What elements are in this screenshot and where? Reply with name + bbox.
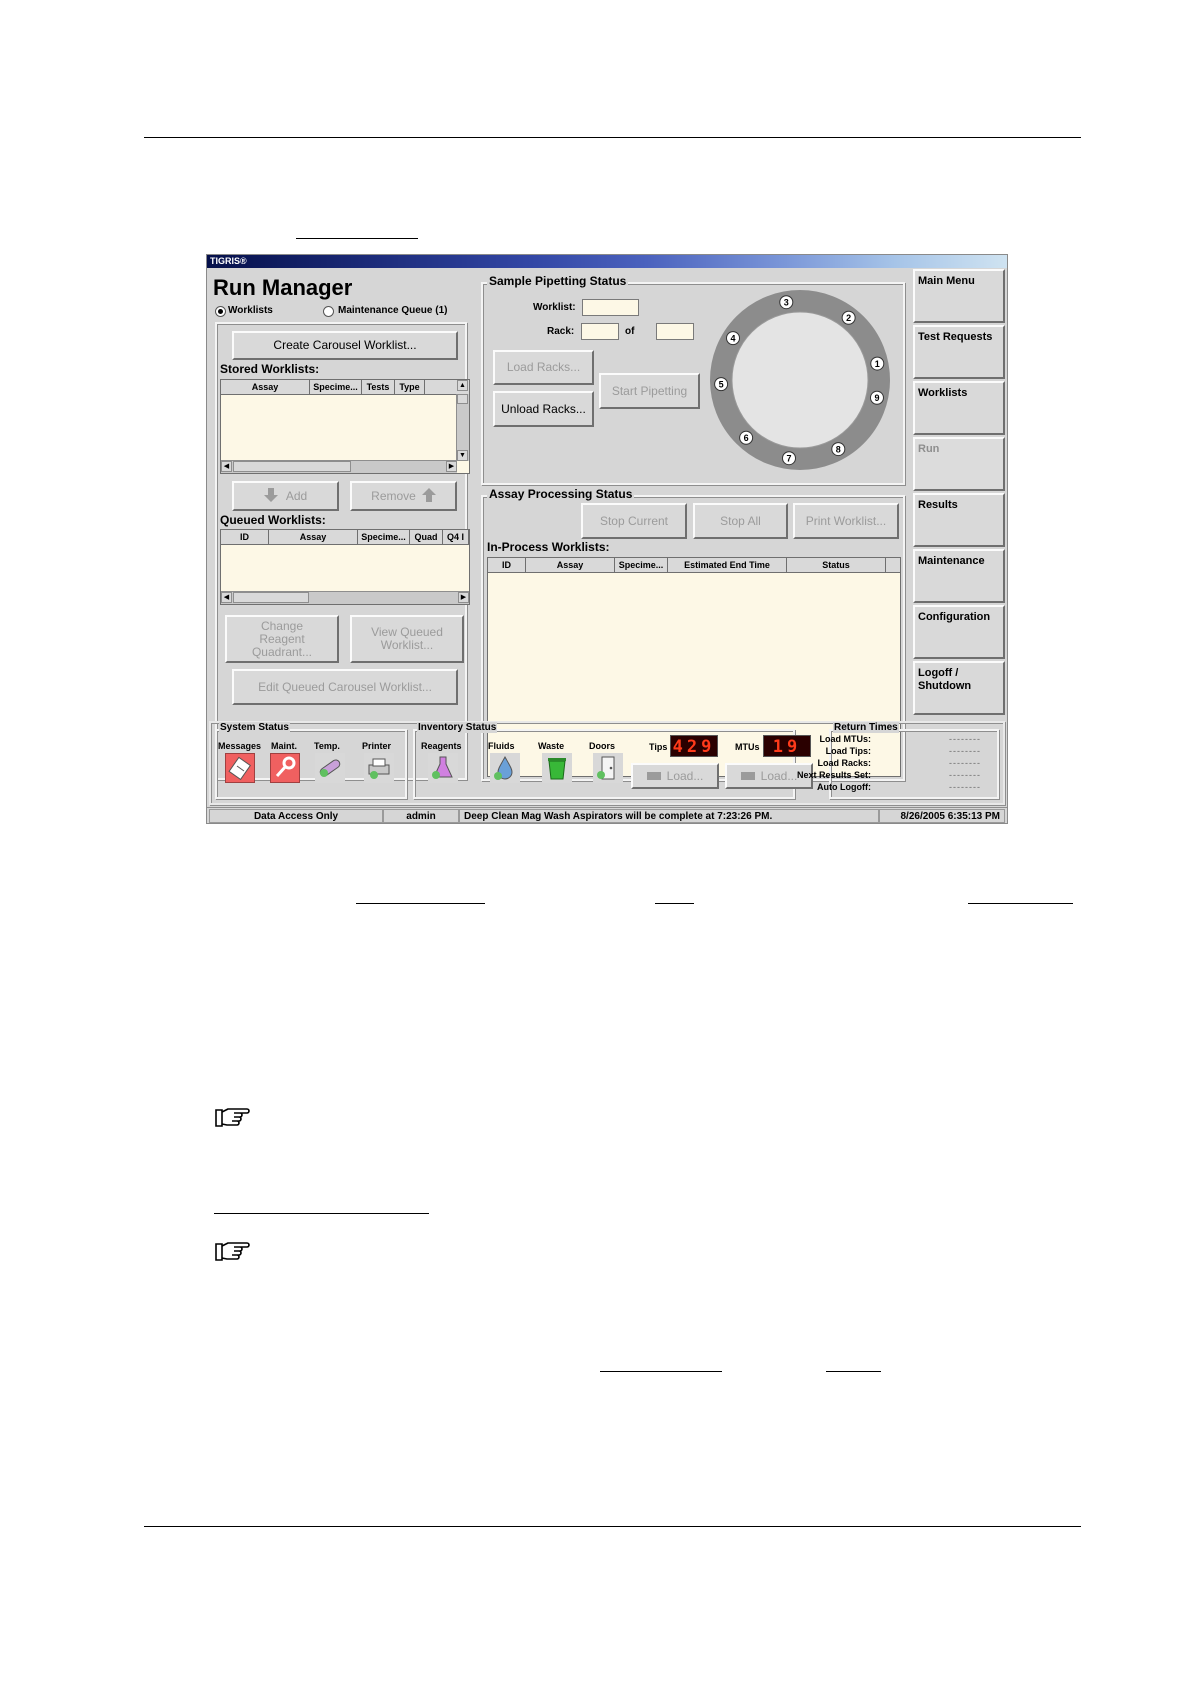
auto-logoff-label: Auto Logoff: [817,782,871,792]
carousel-inner [732,312,868,448]
col-tests[interactable]: Tests [362,380,395,394]
col-q4[interactable]: Q4 I [443,530,469,544]
stored-worklists-grid[interactable] [220,379,470,474]
load-tips-button[interactable] [631,763,719,789]
carousel-position-label: 9 [874,392,880,403]
doors-label: Doors [589,741,616,751]
col-estimated-end-time[interactable]: Estimated End Time [668,558,787,572]
col-status[interactable]: Status [787,558,886,572]
underline-1 [296,238,418,239]
col-assay[interactable]: Assay [526,558,615,572]
queued-header [221,530,469,545]
waste-bin-icon[interactable] [542,753,572,783]
nav-worklists[interactable]: Worklists [913,381,1005,435]
title-bar [207,255,1007,268]
page-title: Run Manager [213,275,353,300]
stored-horizontal-scrollbar[interactable] [221,460,457,473]
assay-processing-title: Assay Processing Status [489,487,633,501]
mtus-box-icon [741,772,755,780]
col-assay[interactable]: Assay [221,380,310,394]
fluids-label: Fluids [488,741,515,751]
underline-2 [356,903,485,904]
tips-counter: 429 [670,735,718,757]
remove-button[interactable] [350,481,457,511]
next-results-return-value: -------- [949,770,981,780]
col-assay[interactable]: Assay [269,530,358,544]
underline-7 [826,1371,881,1372]
sample-pipetting-title: Sample Pipetting Status [489,274,627,288]
current-user: admin [383,809,459,823]
stored-header [221,380,469,395]
maintenance-wrench-icon[interactable] [270,753,300,783]
col-id[interactable]: ID [221,530,269,544]
edit-queued-carousel-worklist-button[interactable]: Edit Queued Carousel Worklist... [232,669,458,705]
scroll-up-icon[interactable]: ▲ [457,380,468,391]
queued-worklists-grid[interactable] [220,529,470,605]
status-bar [207,807,1007,824]
fluids-drop-icon[interactable] [490,753,520,783]
messages-icon[interactable] [225,753,255,783]
col-quad[interactable]: Quad [410,530,443,544]
carousel-position-label: 8 [835,444,841,455]
load-racks-return-value: -------- [949,758,981,768]
inventory-status-title: Inventory Status [418,722,497,733]
doors-icon[interactable] [593,753,623,783]
stored-vscroll-thumb[interactable] [457,394,468,404]
inprocess-header [488,558,900,573]
nav-results[interactable]: Results [913,493,1005,547]
temperature-icon[interactable] [315,753,345,783]
printer-icon[interactable] [364,753,394,783]
load-tips-return-label: Load Tips: [825,746,871,756]
tips-label: Tips [649,742,668,752]
queued-hscroll-thumb[interactable] [233,592,309,603]
col-id[interactable]: ID [488,558,526,572]
auto-logoff-return-value: -------- [949,782,981,792]
run-manager-window [206,254,1008,824]
load-mtus-return-value: -------- [949,734,981,744]
add-label: Add [285,488,308,503]
stop-all-button[interactable]: Stop All [693,503,788,539]
stored-hscroll-thumb[interactable] [233,461,351,472]
scroll-right-icon[interactable]: ▶ [458,592,469,603]
stop-current-button[interactable]: Stop Current [581,503,687,539]
temp-label: Temp. [314,741,340,751]
tips-box-icon [647,772,661,780]
queued-horizontal-scrollbar[interactable] [221,591,469,604]
load-tips-label: Load... [666,768,704,783]
col-type[interactable]: Type [395,380,425,394]
inprocess-worklists-title: In-Process Worklists: [487,540,610,554]
rack-field[interactable] [581,323,619,340]
load-tips-return-value: -------- [949,746,981,756]
carousel-position-label: 3 [783,297,789,308]
header-rule [144,137,1081,138]
radio-worklists-label: Worklists [228,305,273,316]
nav-test-requests[interactable]: Test Requests [913,325,1005,379]
sample-carousel[interactable] [707,287,893,473]
scroll-down-icon[interactable]: ▼ [457,450,468,461]
col-specimen[interactable]: Specime... [615,558,668,572]
brand-label: TIGRIS® [210,256,247,266]
add-button[interactable] [232,481,339,511]
carousel-position-label: 1 [874,358,880,369]
carousel-position-label: 5 [718,379,724,390]
access-level: Data Access Only [209,809,383,823]
load-racks-button[interactable]: Load Racks... [493,350,594,385]
underline-6 [600,1371,722,1372]
nav-configuration[interactable]: Configuration [913,605,1005,659]
maint-label: Maint. [271,741,297,751]
col-specimen[interactable]: Specime... [358,530,410,544]
stored-worklists-title: Stored Worklists: [220,362,320,376]
print-worklist-button[interactable]: Print Worklist... [793,503,899,539]
pointing-hand-icon [214,1238,252,1264]
radio-worklists[interactable] [215,306,226,317]
scroll-right-icon[interactable]: ▶ [446,461,457,472]
reagents-label: Reagents [421,741,462,751]
reagents-flask-icon[interactable] [428,753,458,783]
load-racks-return-label: Load Racks: [817,758,871,768]
nav-maintenance[interactable]: Maintenance [913,549,1005,603]
queued-worklists-title: Queued Worklists: [220,513,326,527]
rack-of-label: of [625,326,635,337]
carousel-position-label: 7 [786,453,792,464]
load-mtus-return-label: Load MTUs: [819,734,871,744]
down-arrow-icon [264,488,278,505]
scroll-left-icon[interactable]: ◀ [221,592,232,603]
pointing-hand-icon [214,1104,252,1130]
remove-label: Remove [371,488,416,503]
col-specimen[interactable]: Specime... [310,380,362,394]
load-mtus-label: Load... [760,768,798,783]
return-times-title: Return Times [834,722,898,733]
stored-vertical-scrollbar[interactable] [456,382,469,461]
rack-total-field[interactable] [656,323,694,340]
create-carousel-worklist-button[interactable]: Create Carousel Worklist... [232,331,458,360]
nav-main-menu[interactable]: Main Menu [913,269,1005,323]
underline-5 [214,1213,429,1214]
waste-label: Waste [538,741,565,751]
mtus-counter: 19 [763,735,811,757]
nav-run[interactable]: Run [913,437,1005,491]
unload-racks-button[interactable]: Unload Racks... [493,391,594,427]
carousel-position-label: 2 [846,312,852,323]
rack-label: Rack: [547,326,575,337]
system-status-title: System Status [220,722,289,733]
worklist-label: Worklist: [533,302,576,313]
underline-3 [655,903,694,904]
messages-label: Messages [218,741,262,751]
printer-label: Printer [362,741,392,751]
next-results-set-label: Next Results Set: [796,770,871,780]
status-message: Deep Clean Mag Wash Aspirators will be complete at 7:23:26 PM. [459,809,879,823]
mtus-label: MTUs [735,742,760,752]
status-datetime: 8/26/2005 6:35:13 PM [879,809,1005,823]
nav-logoff-shutdown[interactable]: Logoff / Shutdown [913,661,1005,715]
up-arrow-icon [422,488,436,505]
worklist-field[interactable] [582,299,639,316]
underline-4 [968,903,1073,904]
carousel-position-label: 6 [743,432,749,443]
radio-maintenance-label: Maintenance Queue (1) [338,305,448,316]
scroll-left-icon[interactable]: ◀ [221,461,232,472]
change-reagent-quadrant-button[interactable]: Change Reagent Quadrant... [225,615,339,663]
radio-maintenance-queue[interactable] [323,306,334,317]
footer-rule [144,1526,1081,1527]
start-pipetting-button[interactable]: Start Pipetting [599,373,700,409]
carousel-position-label: 4 [730,333,736,344]
view-queued-worklist-button[interactable]: View Queued Worklist... [350,615,464,663]
